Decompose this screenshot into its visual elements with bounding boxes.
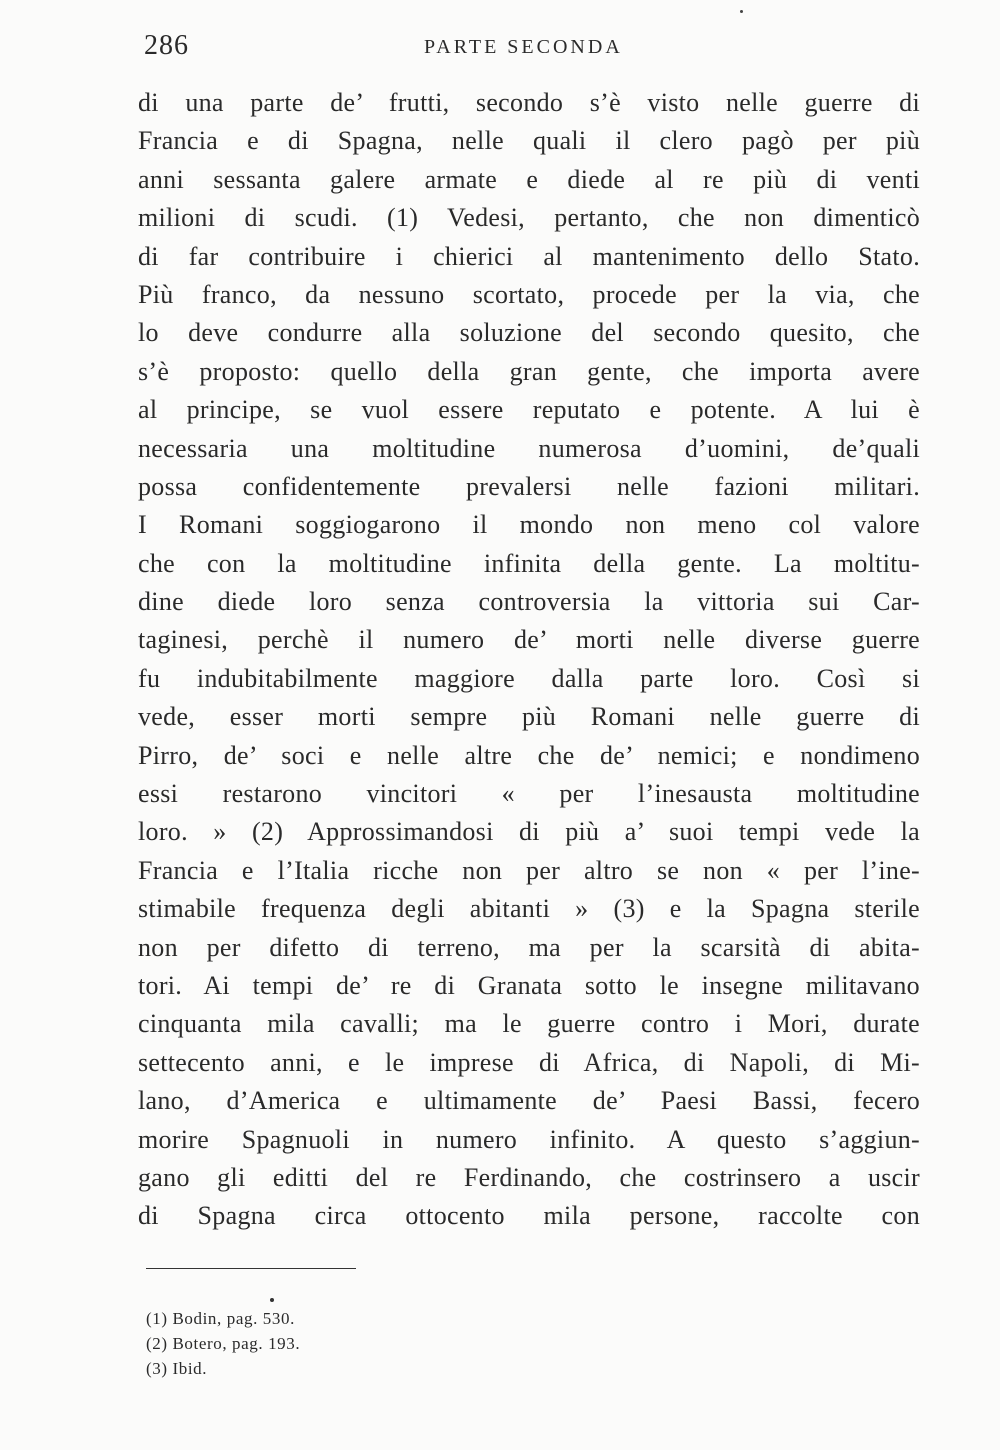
- text-line: necessaria una moltitudine numerosa d’uomini, de’quali: [138, 433, 920, 463]
- text-line: morire Spagnuoli in numero infinito. A questo s’aggiun-: [138, 1124, 920, 1154]
- text-line: di una parte de’ frutti, secondo s’è visto nelle guerre di: [138, 88, 920, 117]
- text-line: fu indubitabilmente maggiore dalla parte loro. Così si: [138, 663, 920, 693]
- footnote-rule: [146, 1268, 356, 1269]
- footnote-3: (3) Ibid.: [146, 1359, 208, 1378]
- text-line: che con la moltitudine infinita della gente. La moltitu-: [138, 548, 920, 578]
- text-line: lo deve condurre alla soluzione del secondo quesito, che: [138, 318, 920, 348]
- text-line: settecento anni, e le imprese di Africa, di Napoli, di Mi-: [138, 1047, 920, 1077]
- text-line: di far contribuire i chierici al mantenimento dello Stato.: [138, 241, 920, 271]
- print-dot: [270, 1298, 274, 1302]
- print-speck: [740, 10, 743, 13]
- text-line: possa confidentemente prevalersi nelle fazioni militari.: [138, 471, 920, 501]
- text-line: taginesi, perchè il numero de’ morti nelle diverse guerre: [138, 625, 920, 655]
- text-line: essi restarono vincitori « per l’inesausta moltitudine: [138, 779, 920, 809]
- text-line: Francia e l’Italia ricche non per altro se non « per l’ine-: [138, 855, 920, 885]
- text-line: Francia e di Spagna, nelle quali il clero pagò per più: [138, 126, 920, 156]
- footnote-1: (1) Bodin, pag. 530.: [146, 1309, 295, 1328]
- text-line: cinquanta mila cavalli; ma le guerre contro i Mori, durate: [138, 1009, 920, 1039]
- text-line: non per difetto di terreno, ma per la scarsità di abita-: [138, 932, 920, 962]
- text-line: I Romani soggiogarono il mondo non meno col valore: [138, 510, 920, 540]
- text-line: lano, d’America e ultimamente de’ Paesi Bassi, fecero: [138, 1086, 920, 1116]
- text-line: milioni di scudi. (1) Vedesi, pertanto, che non dimenticò: [138, 203, 920, 233]
- text-line: vede, esser morti sempre più Romani nelle guerre di: [138, 702, 920, 732]
- text-line: tori. Ai tempi de’ re di Granata sotto le insegne militavano: [138, 970, 920, 1000]
- text-line: dine diede loro senza controversia la vittoria sui Car-: [138, 587, 920, 617]
- text-line: s’è proposto: quello della gran gente, che importa avere: [138, 356, 920, 386]
- page-header: [144, 30, 904, 70]
- running-head: PARTE SECONDA: [424, 36, 623, 58]
- text-line: Pirro, de’ soci e nelle altre che de’ nemici; e nondimeno: [138, 740, 920, 770]
- footnote-2: (2) Botero, pag. 193.: [146, 1334, 301, 1353]
- text-line: stimabile frequenza degli abitanti » (3) e la Spagna sterile: [138, 894, 920, 924]
- text-line: Più franco, da nessuno scortato, procede per la via, che: [138, 279, 920, 309]
- page-number: 286: [144, 30, 189, 61]
- body-text: [138, 84, 920, 1236]
- text-line: anni sessanta galere armate e diede al re più di venti: [138, 164, 920, 194]
- text-line: gano gli editti del re Ferdinando, che costrinsero a uscir: [138, 1162, 920, 1192]
- text-line: loro. » (2) Approssimandosi di più a’ suoi tempi vede la: [138, 817, 920, 847]
- text-line: di Spagna circa ottocento mila persone, raccolte con: [138, 1201, 920, 1231]
- text-line: al principe, se vuol essere reputato e potente. A lui è: [138, 395, 920, 425]
- footnotes: [146, 1306, 546, 1381]
